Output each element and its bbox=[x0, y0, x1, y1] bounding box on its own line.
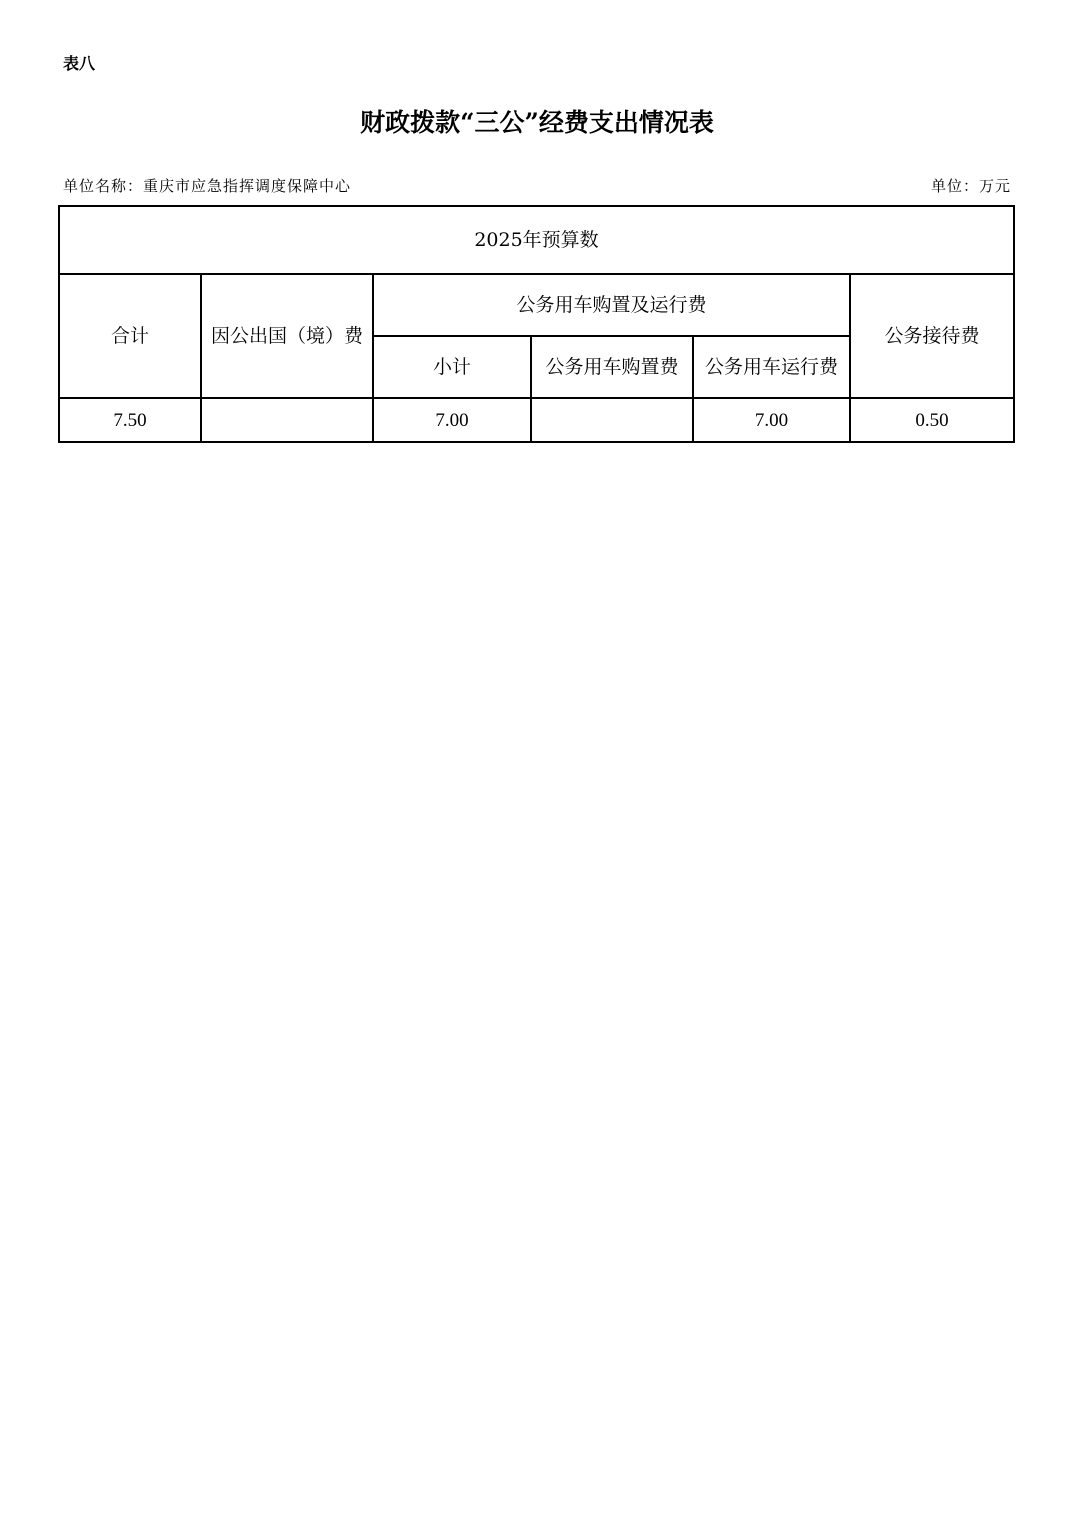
document-title: 财政拨款“三公”经费支出情况表 bbox=[360, 108, 714, 137]
value-total: 7.50 bbox=[59, 398, 201, 442]
header-vehicle-group: 公务用车购置及运行费 bbox=[373, 274, 850, 336]
value-vehicle-operation: 7.00 bbox=[693, 398, 850, 442]
header-reception: 公务接待费 bbox=[850, 274, 1014, 398]
year-row bbox=[59, 206, 1014, 274]
header-abroad: 因公出国（境）费 bbox=[201, 274, 373, 398]
header-vehicle-subtotal: 小计 bbox=[373, 336, 531, 398]
meta-row bbox=[63, 175, 1011, 197]
value-abroad bbox=[201, 398, 373, 442]
year-header: 2025年预算数 bbox=[59, 206, 1014, 274]
value-vehicle-purchase bbox=[531, 398, 693, 442]
header-total: 合计 bbox=[59, 274, 201, 398]
value-reception: 0.50 bbox=[850, 398, 1014, 442]
table-row bbox=[59, 398, 1014, 442]
three-public-expenses-table bbox=[58, 205, 1015, 443]
header-vehicle-operation: 公务用车运行费 bbox=[693, 336, 850, 398]
unit-label: 单位：万元 bbox=[930, 177, 1011, 195]
header-row-1 bbox=[59, 274, 1014, 336]
unit-name: 单位名称：重庆市应急指挥调度保障中心 bbox=[63, 177, 352, 195]
header-vehicle-purchase: 公务用车购置费 bbox=[531, 336, 693, 398]
value-vehicle-subtotal: 7.00 bbox=[373, 398, 531, 442]
page-label: 表八 bbox=[63, 54, 96, 73]
